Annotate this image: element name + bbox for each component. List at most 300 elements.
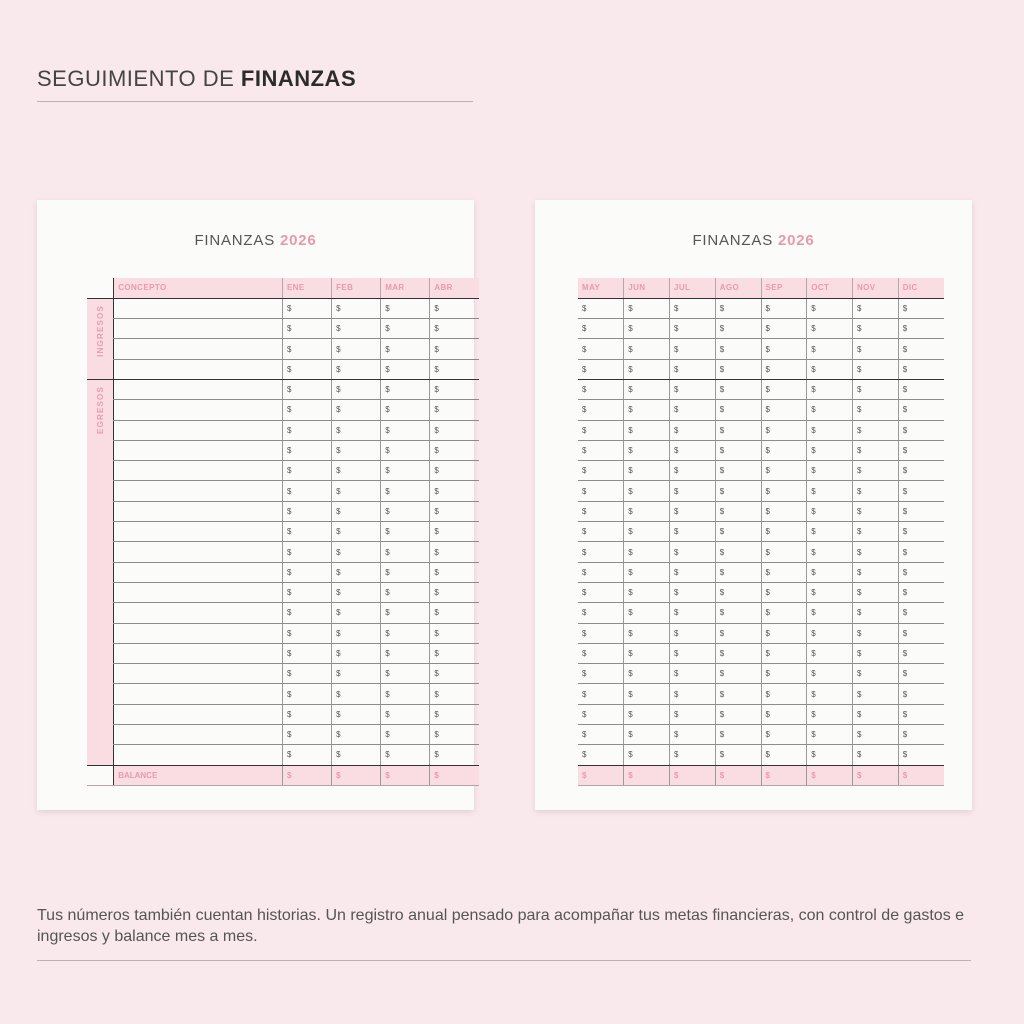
amount-cell[interactable]: $	[282, 562, 331, 582]
amount-cell[interactable]: $	[670, 501, 716, 521]
amount-cell[interactable]: $	[332, 440, 381, 460]
amount-cell[interactable]: $	[282, 542, 331, 562]
amount-cell[interactable]: $	[715, 359, 761, 379]
amount-cell[interactable]: $	[807, 298, 853, 318]
amount-cell[interactable]: $	[898, 379, 944, 399]
amount-cell[interactable]: $	[761, 339, 807, 359]
amount-cell[interactable]: $	[670, 623, 716, 643]
amount-cell[interactable]: $	[853, 298, 899, 318]
amount-cell[interactable]: $	[624, 461, 670, 481]
amount-cell[interactable]: $	[853, 522, 899, 542]
amount-cell[interactable]: $	[898, 400, 944, 420]
amount-cell[interactable]: $	[624, 582, 670, 602]
amount-cell[interactable]: $	[670, 603, 716, 623]
amount-cell[interactable]: $	[670, 725, 716, 745]
concept-cell[interactable]	[114, 664, 283, 684]
amount-cell[interactable]: $	[578, 298, 624, 318]
concept-cell[interactable]	[114, 603, 283, 623]
amount-cell[interactable]: $	[624, 542, 670, 562]
amount-cell[interactable]: $	[807, 339, 853, 359]
amount-cell[interactable]: $	[430, 440, 479, 460]
amount-cell[interactable]: $	[853, 745, 899, 765]
concept-cell[interactable]	[114, 379, 283, 399]
concept-cell[interactable]	[114, 725, 283, 745]
amount-cell[interactable]: $	[578, 420, 624, 440]
amount-cell[interactable]: $	[898, 582, 944, 602]
amount-cell[interactable]: $	[853, 359, 899, 379]
amount-cell[interactable]: $	[282, 664, 331, 684]
amount-cell[interactable]: $	[761, 582, 807, 602]
amount-cell[interactable]: $	[381, 684, 430, 704]
balance-cell[interactable]: $	[670, 765, 716, 785]
amount-cell[interactable]: $	[430, 745, 479, 765]
amount-cell[interactable]: $	[430, 684, 479, 704]
amount-cell[interactable]: $	[853, 623, 899, 643]
amount-cell[interactable]: $	[381, 725, 430, 745]
amount-cell[interactable]: $	[282, 684, 331, 704]
amount-cell[interactable]: $	[282, 319, 331, 339]
amount-cell[interactable]: $	[898, 745, 944, 765]
amount-cell[interactable]: $	[578, 643, 624, 663]
amount-cell[interactable]: $	[430, 623, 479, 643]
amount-cell[interactable]: $	[670, 745, 716, 765]
amount-cell[interactable]: $	[381, 339, 430, 359]
amount-cell[interactable]: $	[807, 603, 853, 623]
amount-cell[interactable]: $	[578, 725, 624, 745]
amount-cell[interactable]: $	[381, 603, 430, 623]
amount-cell[interactable]: $	[670, 481, 716, 501]
amount-cell[interactable]: $	[853, 481, 899, 501]
amount-cell[interactable]: $	[578, 664, 624, 684]
amount-cell[interactable]: $	[853, 704, 899, 724]
amount-cell[interactable]: $	[381, 379, 430, 399]
amount-cell[interactable]: $	[715, 582, 761, 602]
amount-cell[interactable]: $	[670, 461, 716, 481]
amount-cell[interactable]: $	[807, 359, 853, 379]
amount-cell[interactable]: $	[578, 684, 624, 704]
balance-cell[interactable]: $	[381, 765, 430, 785]
amount-cell[interactable]: $	[381, 359, 430, 379]
amount-cell[interactable]: $	[853, 643, 899, 663]
amount-cell[interactable]: $	[430, 664, 479, 684]
amount-cell[interactable]: $	[807, 379, 853, 399]
amount-cell[interactable]: $	[670, 684, 716, 704]
amount-cell[interactable]: $	[578, 704, 624, 724]
amount-cell[interactable]: $	[853, 420, 899, 440]
amount-cell[interactable]: $	[624, 319, 670, 339]
amount-cell[interactable]: $	[624, 603, 670, 623]
amount-cell[interactable]: $	[807, 440, 853, 460]
amount-cell[interactable]: $	[807, 684, 853, 704]
amount-cell[interactable]: $	[715, 664, 761, 684]
amount-cell[interactable]: $	[898, 420, 944, 440]
amount-cell[interactable]: $	[282, 623, 331, 643]
amount-cell[interactable]: $	[578, 582, 624, 602]
amount-cell[interactable]: $	[624, 400, 670, 420]
amount-cell[interactable]: $	[381, 440, 430, 460]
amount-cell[interactable]: $	[381, 582, 430, 602]
amount-cell[interactable]: $	[430, 501, 479, 521]
amount-cell[interactable]: $	[807, 319, 853, 339]
amount-cell[interactable]: $	[715, 643, 761, 663]
amount-cell[interactable]: $	[624, 481, 670, 501]
amount-cell[interactable]: $	[381, 298, 430, 318]
amount-cell[interactable]: $	[381, 562, 430, 582]
amount-cell[interactable]: $	[715, 298, 761, 318]
concept-cell[interactable]	[114, 582, 283, 602]
amount-cell[interactable]: $	[578, 440, 624, 460]
amount-cell[interactable]: $	[578, 522, 624, 542]
amount-cell[interactable]: $	[430, 562, 479, 582]
concept-cell[interactable]	[114, 400, 283, 420]
amount-cell[interactable]: $	[715, 562, 761, 582]
amount-cell[interactable]: $	[381, 664, 430, 684]
amount-cell[interactable]: $	[381, 745, 430, 765]
amount-cell[interactable]: $	[898, 339, 944, 359]
amount-cell[interactable]: $	[670, 542, 716, 562]
amount-cell[interactable]: $	[332, 359, 381, 379]
concept-cell[interactable]	[114, 562, 283, 582]
amount-cell[interactable]: $	[715, 440, 761, 460]
amount-cell[interactable]: $	[670, 319, 716, 339]
amount-cell[interactable]: $	[670, 582, 716, 602]
amount-cell[interactable]: $	[381, 542, 430, 562]
concept-cell[interactable]	[114, 481, 283, 501]
amount-cell[interactable]: $	[430, 298, 479, 318]
balance-cell[interactable]: $	[761, 765, 807, 785]
amount-cell[interactable]: $	[715, 704, 761, 724]
amount-cell[interactable]: $	[715, 542, 761, 562]
amount-cell[interactable]: $	[624, 339, 670, 359]
amount-cell[interactable]: $	[670, 562, 716, 582]
amount-cell[interactable]: $	[807, 400, 853, 420]
amount-cell[interactable]: $	[807, 664, 853, 684]
amount-cell[interactable]: $	[807, 522, 853, 542]
amount-cell[interactable]: $	[282, 420, 331, 440]
amount-cell[interactable]: $	[430, 420, 479, 440]
amount-cell[interactable]: $	[670, 643, 716, 663]
amount-cell[interactable]: $	[381, 501, 430, 521]
amount-cell[interactable]: $	[430, 359, 479, 379]
concept-cell[interactable]	[114, 623, 283, 643]
amount-cell[interactable]: $	[430, 481, 479, 501]
amount-cell[interactable]: $	[282, 359, 331, 379]
amount-cell[interactable]: $	[332, 582, 381, 602]
amount-cell[interactable]: $	[807, 542, 853, 562]
amount-cell[interactable]: $	[670, 339, 716, 359]
amount-cell[interactable]: $	[332, 319, 381, 339]
concept-cell[interactable]	[114, 420, 283, 440]
concept-cell[interactable]	[114, 684, 283, 704]
amount-cell[interactable]: $	[381, 400, 430, 420]
amount-cell[interactable]: $	[282, 704, 331, 724]
amount-cell[interactable]: $	[761, 481, 807, 501]
concept-cell[interactable]	[114, 319, 283, 339]
amount-cell[interactable]: $	[853, 603, 899, 623]
amount-cell[interactable]: $	[578, 501, 624, 521]
amount-cell[interactable]: $	[381, 522, 430, 542]
amount-cell[interactable]: $	[332, 542, 381, 562]
amount-cell[interactable]: $	[282, 400, 331, 420]
amount-cell[interactable]: $	[624, 623, 670, 643]
amount-cell[interactable]: $	[807, 420, 853, 440]
amount-cell[interactable]: $	[430, 339, 479, 359]
amount-cell[interactable]: $	[624, 379, 670, 399]
concept-cell[interactable]	[114, 339, 283, 359]
amount-cell[interactable]: $	[761, 501, 807, 521]
concept-cell[interactable]	[114, 501, 283, 521]
concept-cell[interactable]	[114, 522, 283, 542]
amount-cell[interactable]: $	[761, 420, 807, 440]
amount-cell[interactable]: $	[282, 461, 331, 481]
amount-cell[interactable]: $	[853, 440, 899, 460]
amount-cell[interactable]: $	[282, 603, 331, 623]
amount-cell[interactable]: $	[761, 440, 807, 460]
amount-cell[interactable]: $	[898, 704, 944, 724]
amount-cell[interactable]: $	[332, 461, 381, 481]
amount-cell[interactable]: $	[761, 603, 807, 623]
amount-cell[interactable]: $	[715, 725, 761, 745]
amount-cell[interactable]: $	[332, 339, 381, 359]
amount-cell[interactable]: $	[807, 643, 853, 663]
amount-cell[interactable]: $	[282, 725, 331, 745]
balance-cell[interactable]: $	[715, 765, 761, 785]
amount-cell[interactable]: $	[332, 664, 381, 684]
amount-cell[interactable]: $	[807, 562, 853, 582]
amount-cell[interactable]: $	[898, 542, 944, 562]
amount-cell[interactable]: $	[898, 562, 944, 582]
concept-cell[interactable]	[114, 440, 283, 460]
amount-cell[interactable]: $	[761, 623, 807, 643]
amount-cell[interactable]: $	[282, 522, 331, 542]
amount-cell[interactable]: $	[282, 339, 331, 359]
amount-cell[interactable]: $	[332, 623, 381, 643]
amount-cell[interactable]: $	[715, 745, 761, 765]
amount-cell[interactable]: $	[332, 643, 381, 663]
amount-cell[interactable]: $	[430, 582, 479, 602]
amount-cell[interactable]: $	[578, 623, 624, 643]
amount-cell[interactable]: $	[898, 501, 944, 521]
amount-cell[interactable]: $	[853, 339, 899, 359]
amount-cell[interactable]: $	[761, 359, 807, 379]
concept-cell[interactable]	[114, 542, 283, 562]
amount-cell[interactable]: $	[898, 725, 944, 745]
amount-cell[interactable]: $	[578, 461, 624, 481]
amount-cell[interactable]: $	[715, 420, 761, 440]
amount-cell[interactable]: $	[578, 359, 624, 379]
amount-cell[interactable]: $	[332, 745, 381, 765]
amount-cell[interactable]: $	[578, 379, 624, 399]
amount-cell[interactable]: $	[715, 623, 761, 643]
amount-cell[interactable]: $	[670, 522, 716, 542]
amount-cell[interactable]: $	[381, 461, 430, 481]
amount-cell[interactable]: $	[332, 603, 381, 623]
amount-cell[interactable]: $	[853, 501, 899, 521]
amount-cell[interactable]: $	[715, 319, 761, 339]
amount-cell[interactable]: $	[381, 643, 430, 663]
amount-cell[interactable]: $	[282, 745, 331, 765]
amount-cell[interactable]: $	[282, 379, 331, 399]
amount-cell[interactable]: $	[430, 461, 479, 481]
amount-cell[interactable]: $	[430, 542, 479, 562]
amount-cell[interactable]: $	[282, 501, 331, 521]
amount-cell[interactable]: $	[853, 725, 899, 745]
amount-cell[interactable]: $	[898, 319, 944, 339]
amount-cell[interactable]: $	[853, 319, 899, 339]
amount-cell[interactable]: $	[624, 501, 670, 521]
concept-cell[interactable]	[114, 643, 283, 663]
amount-cell[interactable]: $	[578, 745, 624, 765]
concept-cell[interactable]	[114, 298, 283, 318]
amount-cell[interactable]: $	[898, 664, 944, 684]
amount-cell[interactable]: $	[853, 461, 899, 481]
amount-cell[interactable]: $	[761, 542, 807, 562]
amount-cell[interactable]: $	[381, 623, 430, 643]
amount-cell[interactable]: $	[670, 298, 716, 318]
amount-cell[interactable]: $	[624, 359, 670, 379]
amount-cell[interactable]: $	[332, 725, 381, 745]
amount-cell[interactable]: $	[624, 298, 670, 318]
amount-cell[interactable]: $	[898, 522, 944, 542]
amount-cell[interactable]: $	[807, 481, 853, 501]
amount-cell[interactable]: $	[430, 379, 479, 399]
amount-cell[interactable]: $	[853, 379, 899, 399]
balance-cell[interactable]: $	[807, 765, 853, 785]
amount-cell[interactable]: $	[761, 745, 807, 765]
amount-cell[interactable]: $	[898, 440, 944, 460]
amount-cell[interactable]: $	[624, 684, 670, 704]
amount-cell[interactable]: $	[898, 481, 944, 501]
amount-cell[interactable]: $	[807, 461, 853, 481]
amount-cell[interactable]: $	[761, 664, 807, 684]
amount-cell[interactable]: $	[853, 664, 899, 684]
amount-cell[interactable]: $	[430, 603, 479, 623]
amount-cell[interactable]: $	[853, 562, 899, 582]
amount-cell[interactable]: $	[624, 643, 670, 663]
amount-cell[interactable]: $	[578, 339, 624, 359]
amount-cell[interactable]: $	[624, 725, 670, 745]
amount-cell[interactable]: $	[715, 501, 761, 521]
amount-cell[interactable]: $	[332, 522, 381, 542]
amount-cell[interactable]: $	[853, 542, 899, 562]
amount-cell[interactable]: $	[332, 481, 381, 501]
amount-cell[interactable]: $	[624, 704, 670, 724]
amount-cell[interactable]: $	[430, 400, 479, 420]
amount-cell[interactable]: $	[898, 643, 944, 663]
amount-cell[interactable]: $	[670, 664, 716, 684]
amount-cell[interactable]: $	[715, 339, 761, 359]
amount-cell[interactable]: $	[715, 603, 761, 623]
amount-cell[interactable]: $	[715, 522, 761, 542]
amount-cell[interactable]: $	[853, 582, 899, 602]
amount-cell[interactable]: $	[853, 400, 899, 420]
balance-cell[interactable]: $	[898, 765, 944, 785]
concept-cell[interactable]	[114, 745, 283, 765]
amount-cell[interactable]: $	[332, 704, 381, 724]
amount-cell[interactable]: $	[332, 420, 381, 440]
amount-cell[interactable]: $	[578, 319, 624, 339]
amount-cell[interactable]: $	[761, 643, 807, 663]
amount-cell[interactable]: $	[381, 481, 430, 501]
amount-cell[interactable]: $	[332, 400, 381, 420]
amount-cell[interactable]: $	[898, 623, 944, 643]
amount-cell[interactable]: $	[430, 319, 479, 339]
concept-cell[interactable]	[114, 461, 283, 481]
amount-cell[interactable]: $	[670, 379, 716, 399]
amount-cell[interactable]: $	[761, 319, 807, 339]
balance-cell[interactable]: $	[430, 765, 479, 785]
amount-cell[interactable]: $	[761, 704, 807, 724]
amount-cell[interactable]: $	[898, 461, 944, 481]
concept-cell[interactable]	[114, 359, 283, 379]
amount-cell[interactable]: $	[282, 643, 331, 663]
amount-cell[interactable]: $	[282, 582, 331, 602]
amount-cell[interactable]: $	[761, 562, 807, 582]
amount-cell[interactable]: $	[282, 440, 331, 460]
amount-cell[interactable]: $	[332, 379, 381, 399]
amount-cell[interactable]: $	[381, 704, 430, 724]
amount-cell[interactable]: $	[624, 562, 670, 582]
amount-cell[interactable]: $	[670, 420, 716, 440]
amount-cell[interactable]: $	[578, 562, 624, 582]
amount-cell[interactable]: $	[670, 704, 716, 724]
amount-cell[interactable]: $	[898, 359, 944, 379]
amount-cell[interactable]: $	[430, 522, 479, 542]
amount-cell[interactable]: $	[624, 664, 670, 684]
amount-cell[interactable]: $	[761, 725, 807, 745]
amount-cell[interactable]: $	[715, 461, 761, 481]
amount-cell[interactable]: $	[282, 481, 331, 501]
amount-cell[interactable]: $	[381, 420, 430, 440]
amount-cell[interactable]: $	[807, 725, 853, 745]
amount-cell[interactable]: $	[807, 623, 853, 643]
amount-cell[interactable]: $	[761, 298, 807, 318]
balance-cell[interactable]: $	[282, 765, 331, 785]
amount-cell[interactable]: $	[715, 481, 761, 501]
amount-cell[interactable]: $	[430, 704, 479, 724]
amount-cell[interactable]: $	[761, 461, 807, 481]
amount-cell[interactable]: $	[578, 542, 624, 562]
amount-cell[interactable]: $	[807, 745, 853, 765]
amount-cell[interactable]: $	[807, 704, 853, 724]
amount-cell[interactable]: $	[898, 603, 944, 623]
amount-cell[interactable]: $	[430, 725, 479, 745]
amount-cell[interactable]: $	[578, 603, 624, 623]
amount-cell[interactable]: $	[898, 298, 944, 318]
amount-cell[interactable]: $	[381, 319, 430, 339]
amount-cell[interactable]: $	[761, 684, 807, 704]
amount-cell[interactable]: $	[578, 481, 624, 501]
amount-cell[interactable]: $	[332, 562, 381, 582]
amount-cell[interactable]: $	[282, 298, 331, 318]
amount-cell[interactable]: $	[761, 400, 807, 420]
amount-cell[interactable]: $	[624, 440, 670, 460]
amount-cell[interactable]: $	[807, 582, 853, 602]
amount-cell[interactable]: $	[761, 522, 807, 542]
amount-cell[interactable]: $	[670, 359, 716, 379]
amount-cell[interactable]: $	[332, 501, 381, 521]
amount-cell[interactable]: $	[898, 684, 944, 704]
amount-cell[interactable]: $	[578, 400, 624, 420]
balance-cell[interactable]: $	[578, 765, 624, 785]
amount-cell[interactable]: $	[761, 379, 807, 399]
amount-cell[interactable]: $	[715, 400, 761, 420]
amount-cell[interactable]: $	[715, 684, 761, 704]
amount-cell[interactable]: $	[332, 298, 381, 318]
balance-cell[interactable]: $	[853, 765, 899, 785]
amount-cell[interactable]: $	[670, 440, 716, 460]
balance-cell[interactable]: $	[332, 765, 381, 785]
